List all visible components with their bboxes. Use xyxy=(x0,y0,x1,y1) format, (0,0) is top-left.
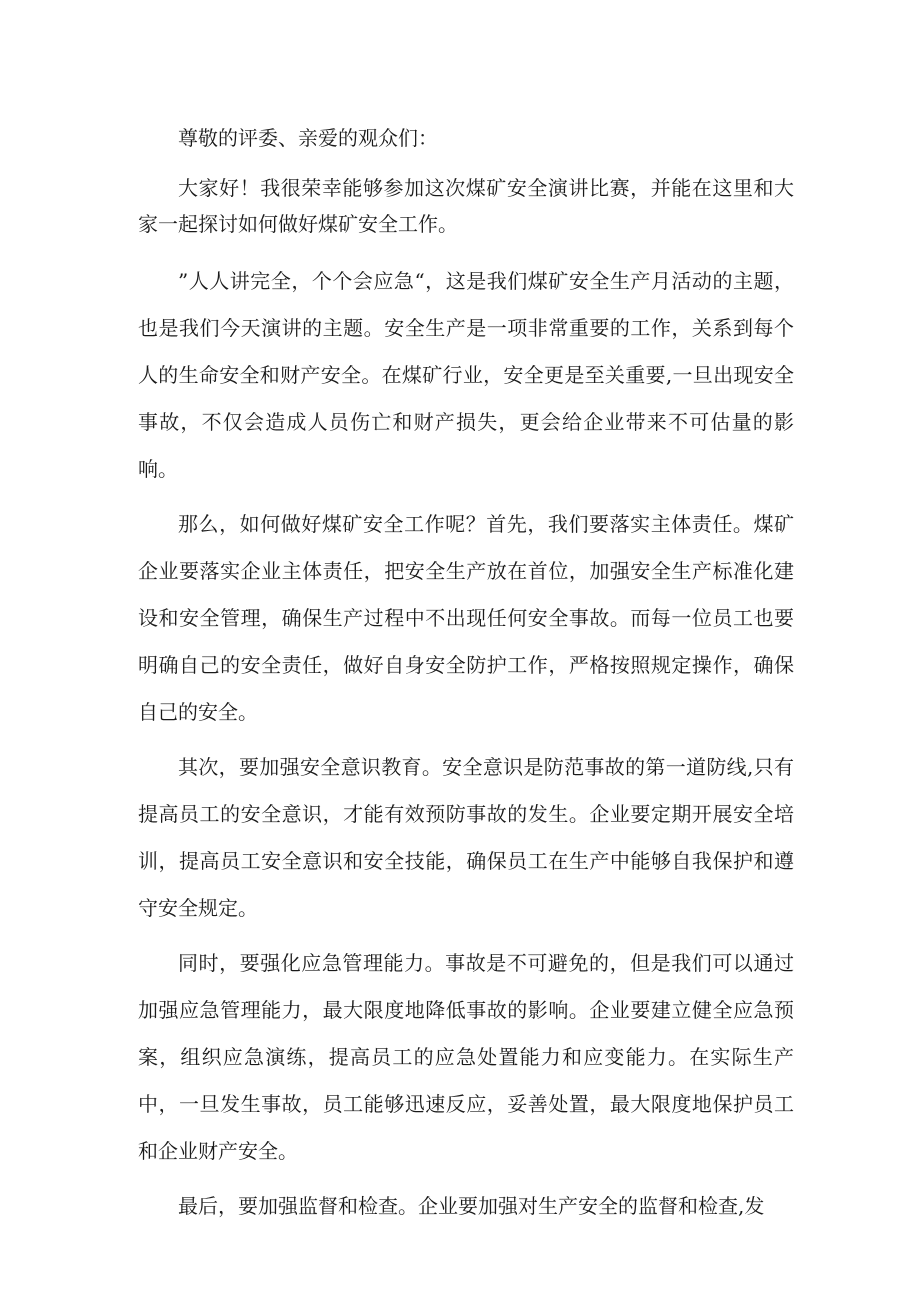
document-page xyxy=(138,120,794,1238)
salutation-paragraph: 尊敬的评委、亲爱的观众们： xyxy=(178,126,438,150)
theme-paragraph: ”人人讲完全，个个会应急“，这是我们煤矿安全生产月活动的主题，也是我们今天演讲的主题。安全生产是一项非常重要的工作，关系到每个人的生命安全和财产安全。在煤矿行业，安全更是至关重要,一旦出现安全事故，不仅会造成人员伤亡和财产损失，更会给企业带来不可估量的影响。 xyxy=(138,269,794,481)
awareness-paragraph: 其次，要加强安全意识教育。安全意识是防范事故的第一道防线,只有提高员工的安全意识，才能有效预防事故的发生。企业要定期开展安全培训，提高员工安全意识和安全技能，确保员工在生产中能够自我保护和遵守安全规定。 xyxy=(138,755,794,920)
greeting-paragraph: 大家好！我很荣幸能够参加这次煤矿安全演讲比赛，并能在这里和大家一起探讨如何做好煤矿安全工作。 xyxy=(138,176,794,236)
emergency-paragraph: 同时，要强化应急管理能力。事故是不可避免的，但是我们可以通过加强应急管理能力，最大限度地降低事故的影响。企业要建立健全应急预案，组织应急演练，提高员工的应急处置能力和应变能力。在实际生产中，一旦发生事故，员工能够迅速反应，妥善处置，最大限度地保护员工和企业财产安全。 xyxy=(138,951,794,1163)
supervision-paragraph: 最后，要加强监督和检查。企业要加强对生产安全的监督和检查,发 xyxy=(178,1194,765,1218)
responsibility-paragraph: 那么，如何做好煤矿安全工作呢？首先，我们要落实主体责任。煤矿企业要落实企业主体责任，把安全生产放在首位，加强安全生产标准化建设和安全管理，确保生产过程中不出现任何安全事故。而每一位员工也要明确自己的安全责任，做好自身安全防护工作，严格按照规定操作，确保自己的安全。 xyxy=(138,512,794,724)
